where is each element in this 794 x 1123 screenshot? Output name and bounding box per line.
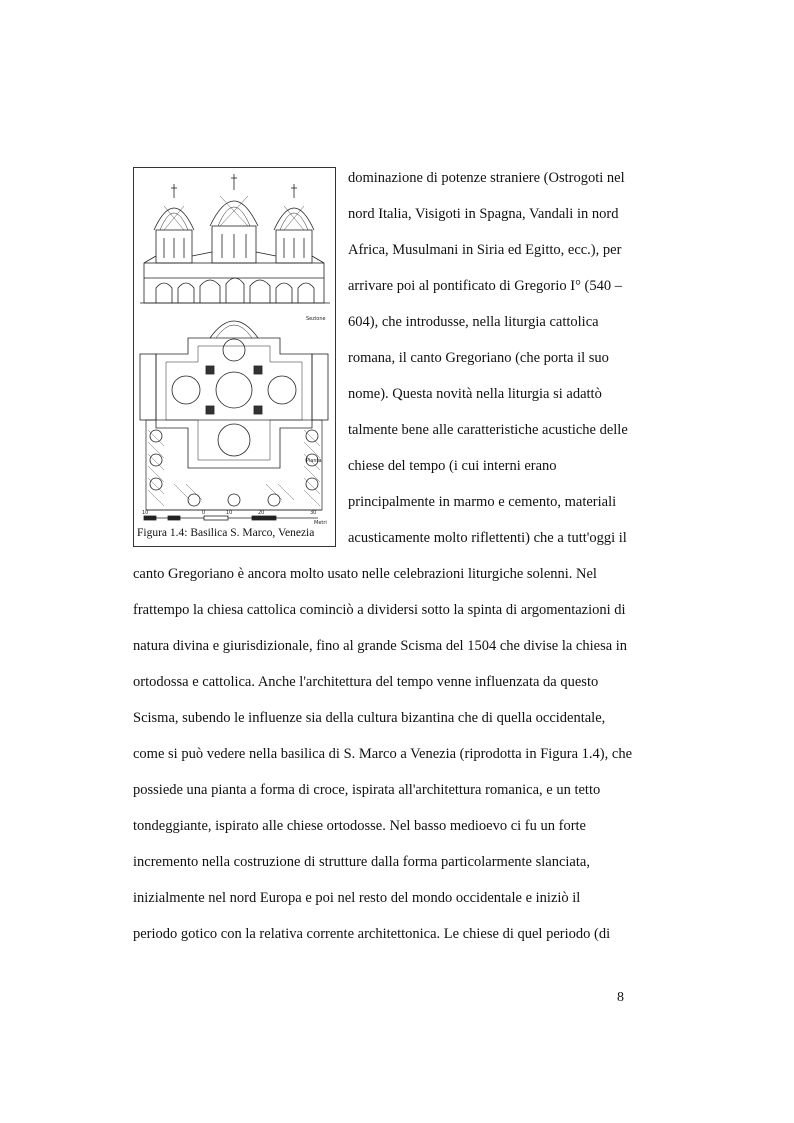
text-line: principalmente in marmo e cemento, materiali [348, 494, 617, 510]
text-line: chiese del tempo (i cui interni erano [348, 458, 557, 474]
scale-tick: 0 [202, 510, 206, 516]
scale-tick: 10 [142, 510, 149, 516]
text-line: Africa, Musulmani in Siria ed Egitto, ecc.), per [348, 242, 622, 258]
scale-unit: Metri [314, 520, 327, 526]
section-drawing [140, 174, 330, 303]
text-line: 604), che introdusse, nella liturgia cattolica [348, 314, 599, 330]
scale-tick: 20 [258, 510, 265, 516]
text-line: canto Gregoriano è ancora molto usato nelle celebrazioni liturgiche solenni. Nel [133, 566, 597, 582]
text-line: come si può vedere nella basilica di S. Marco a Venezia (riprodotta in Figura 1.4), che [133, 746, 633, 762]
text-line: frattempo la chiesa cattolica cominciò a dividersi sotto la spinta di argomentazioni di [133, 602, 626, 618]
basilica-drawing [134, 168, 335, 546]
scale-tick: 10 [226, 510, 233, 516]
text-line: nord Italia, Visigoti in Spagna, Vandali in nord [348, 206, 619, 222]
text-line: possiede una pianta a forma di croce, ispirata all'architettura romanica, e un tetto [133, 782, 601, 798]
text-line: nome). Questa novità nella liturgia si adattò [348, 386, 602, 402]
section-label: Sezione [306, 316, 326, 322]
text-line: tondeggiante, ispirato alle chiese ortodosse. Nel basso medioevo ci fu un forte [133, 818, 586, 834]
text-line: inizialmente nel nord Europa e poi nel resto del mondo occidentale e iniziò il [133, 890, 581, 906]
page-number: 8 [617, 990, 624, 1005]
scale-tick: 30 [310, 510, 317, 516]
text-line: ortodossa e cattolica. Anche l'architettura del tempo venne influenzata da questo [133, 674, 599, 690]
text-line: romana, il canto Gregoriano (che porta il suo [348, 350, 609, 366]
text-line: incremento nella costruzione di strutture dalla forma particolarmente slanciata, [133, 854, 590, 870]
plan-drawing [140, 321, 328, 510]
plan-label: Pianta [306, 458, 322, 464]
text-line: periodo gotico con la relativa corrente architettonica. Le chiese di quel periodo (di [133, 926, 611, 942]
text-line: talmente bene alle caratteristiche acustiche delle [348, 422, 628, 438]
text-line: dominazione di potenze straniere (Ostrogoti nel [348, 170, 625, 186]
text-line: acusticamente molto riflettenti) che a tutt'oggi il [348, 530, 627, 546]
text-line: arrivare poi al pontificato di Gregorio I° (540 – [348, 278, 622, 294]
text-line: natura divina e giurisdizionale, fino al grande Scisma del 1504 che divise la chiesa in [133, 638, 628, 654]
text-line: Scisma, subendo le influenze sia della cultura bizantina che di quella occidentale, [133, 710, 606, 726]
scale-bar [144, 516, 318, 520]
figure-caption: Figura 1.4: Basilica S. Marco, Venezia [137, 527, 315, 539]
figure-basilica [133, 167, 336, 547]
